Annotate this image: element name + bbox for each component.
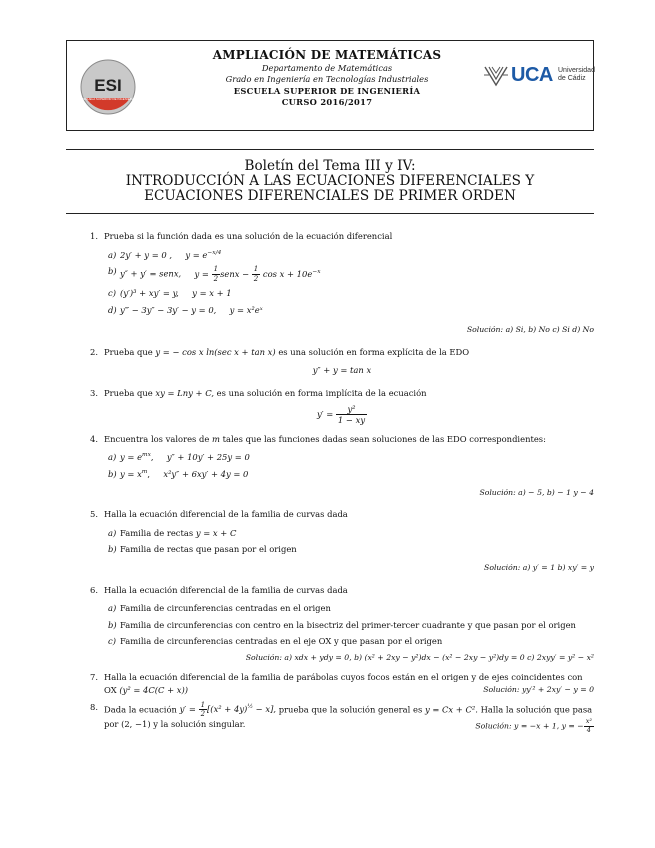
p5-b: b) Familia de rectas que pasan por el origen xyxy=(108,544,297,555)
uca-crest-icon xyxy=(483,65,509,87)
p8-equation: y′ = $\frac{1}{2}$ $[(x^2 + 4y)^{\frac{1}{2}} - x]$, xyxy=(179,700,277,719)
p1-a-solution: y = e xyxy=(185,249,208,260)
problem-3: 3. Prueba que xy = Lny + C, es una solución en forma implícita de la ecuación xyxy=(90,387,427,398)
p8-solution: Solución: y = −x + 1, y = − $\frac{\text{x²}}{4}$ xyxy=(475,717,592,735)
p4-a: a) $y = e^{mx}$, y″ + 10y′ + 25y = 0 xyxy=(108,452,250,463)
p6-solution: Solución: a) xdx + ydy = 0, b) (x² + 2xy − y²)dx − (x² − 2xy − y²)dy = 0 c) 2xyy′ = y² − x² xyxy=(245,652,594,662)
degree: Grado en Ingeniería en Tecnologías Industriales xyxy=(225,74,429,85)
title-rule-top xyxy=(66,149,594,150)
p1-b-equation: y″ + y′ = senx, xyxy=(120,268,182,279)
problem-5: 5. Halla la ecuación diferencial de la familia de curvas dada xyxy=(90,509,348,520)
esi-logo xyxy=(80,58,136,116)
title-line-2: INTRODUCCIÓN A LAS ECUACIONES DIFERENCIALES Y xyxy=(125,173,535,189)
p7-solution: Solución: yy′² + 2xy′ − y = 0 xyxy=(483,685,594,695)
uca-wordmark: UCA xyxy=(511,64,553,86)
uca-subtitle xyxy=(558,67,595,83)
title-line-3: ECUACIONES DIFERENCIALES DE PRIMER ORDEN xyxy=(144,188,516,204)
problem-number: 1. xyxy=(90,231,98,241)
problem-1 xyxy=(90,230,594,243)
department: Departamento de Matemáticas xyxy=(261,63,393,74)
p1-b-solution: y = $\frac{1}{2}$ senx − $\frac{1}{2}$ $\cos x + 10e^{-x}$ xyxy=(194,265,321,283)
uca-logo xyxy=(483,63,593,91)
problem-6: 6. Halla la ecuación diferencial de la familia de curvas dada xyxy=(90,584,348,595)
p1-a: a) 2y′ + y = 0 , $y = e^{-x/4}$ xyxy=(108,249,222,260)
p1-d: d) y‴ − 3y″ − 3y′ − y = 0, y = x²eˣ xyxy=(108,304,263,315)
p1-solution: Solución: a) Si, b) No c) Si d) No xyxy=(466,325,594,335)
problem-7: 7. Halla la ecuación diferencial de la familia de parábolas cuyos focos están en el origen y de ejes coincidentes con OX (y² = 4C(C + x)) Solución: yy′² + 2xy′ − y = 0 xyxy=(90,672,594,696)
title-line-1: Boletín del Tema III y IV: xyxy=(244,158,416,174)
p1-d-solution: y = x²eˣ xyxy=(229,304,263,315)
p4-b: b) $y = x^m$, x²y″ + 6xy′ + 4y = 0 xyxy=(108,468,249,479)
p1-c-equation: (y′)³ + xy′ = y, xyxy=(120,288,179,298)
course-year: CURSO 2016/2017 xyxy=(281,96,373,107)
logo-text: ESI xyxy=(94,76,122,95)
p2-display-equation: y″ + y = tan x xyxy=(312,365,372,376)
school: ESCUELA SUPERIOR DE INGENIERÍA xyxy=(233,85,421,96)
problem-2: 2. Prueba que y = − cos x ln(sec x + tan x) es una solución en forma explícita de la EDO xyxy=(90,346,470,357)
p5-solution: Solución: a) y′ = 1 b) xy′ = y xyxy=(484,562,594,572)
problem-4: 4. Encuentra los valores de m tales que las funciones dadas sean soluciones de las EDO correspondientes: xyxy=(90,433,546,444)
document-title xyxy=(66,159,594,204)
p1-d-equation: y‴ − 3y″ − 3y′ − y = 0, xyxy=(120,304,217,315)
problem-list xyxy=(90,230,594,735)
p1-c-solution: y = x + 1 xyxy=(192,288,232,298)
problem-8: 8. Dada la ecuación y′ = $\frac{1}{2}$ $[(x^2 + 4y)^{\frac{1}{2}} - x]$, prueba que la solución general es y = Cx + C². Halla la solución que pasa por (2, −1) y la solución singular. Solución: y = −x + 1, y = − $\frac{\text{x²}}{4}$ xyxy=(90,700,593,735)
logo-subtext: ESCUELA SUPERIOR DE INGENIERÍA xyxy=(81,97,135,101)
p1-c: c) (y′)³ + xy′ = y, y = x + 1 xyxy=(108,288,232,298)
p3-display-equation: y′ = $\frac{\text{y²}}{1 - xy}$ xyxy=(316,403,366,425)
uca-sub-line1: Universidad xyxy=(558,67,595,74)
p1-a-equation: 2y′ + y = 0 , xyxy=(120,249,173,260)
course-title: AMPLIACIÓN DE MATEMÁTICAS xyxy=(212,48,442,62)
p6-b: b) Familia de circunferencias con centro en la bisectriz del primer-tercer cuadrante y que pasan por el origen xyxy=(108,619,576,630)
p4-solution: Solución: a) − 5, b) − 1 y − 4 xyxy=(479,487,594,497)
header-box xyxy=(66,40,594,131)
p5-a: a) Familia de rectas y = x + C xyxy=(108,527,237,538)
uca-sub-line2: de Cádiz xyxy=(558,75,586,83)
p1-b: b) y″ + y′ = senx, y = $\frac{1}{2}$ senx − $\frac{1}{2}$ $\cos x + 10e^{-x}$ xyxy=(108,265,321,283)
p6-a: a) Familia de circunferencias centradas en el origen xyxy=(108,603,331,614)
title-rule-bottom xyxy=(66,213,594,214)
problem-text: Prueba si la función dada es una solución de la ecuación diferencial xyxy=(104,231,393,241)
header-text xyxy=(177,47,477,108)
p6-c: c) Familia de circunferencias centradas en el eje OX y que pasan por el origen xyxy=(108,636,443,647)
